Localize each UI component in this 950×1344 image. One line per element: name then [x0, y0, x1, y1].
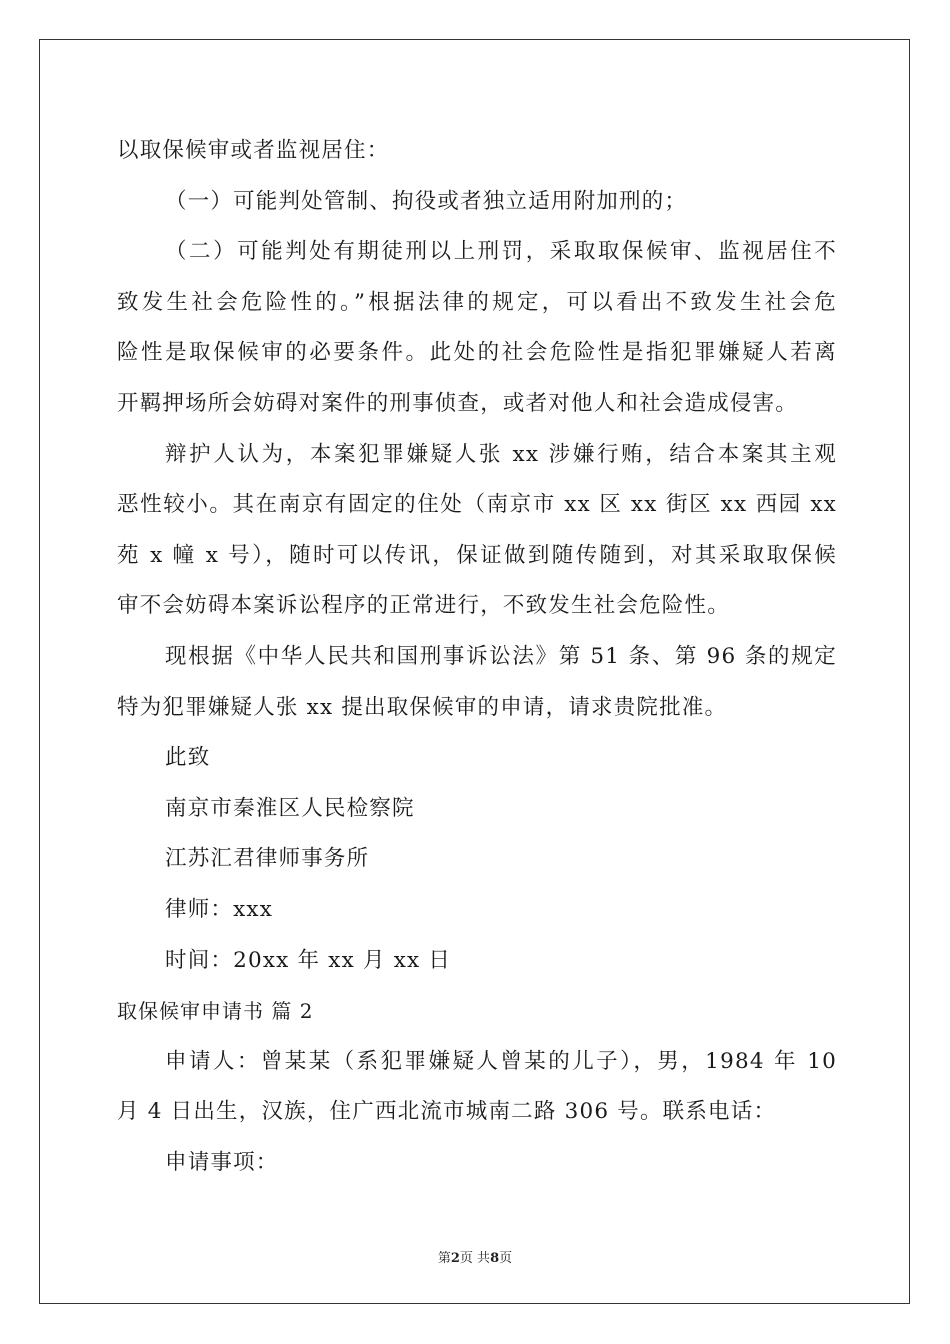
paragraph-line: 审不会妨碍本案诉讼程序的正常进行，不致发生社会危险性。 [117, 593, 730, 619]
law-firm: 江苏汇君律师事务所 [165, 846, 370, 872]
paragraph-line: （一）可能判处管制、拘役或者独立适用附加刑的； [165, 188, 688, 214]
paragraph-line: 辩护人认为，本案犯罪嫌疑人张 xx 涉嫌行贿，结合本案其主观 [165, 441, 837, 467]
footer-prefix: 第 [437, 1251, 451, 1266]
paragraph-line: 恶性较小。其在南京有固定的住处（南京市 xx 区 xx 街区 xx 西园 xx [117, 492, 837, 518]
paragraph-line: 开羁押场所会妨碍对案件的刑事侦查，或者对他人和社会造成侵害。 [117, 390, 799, 416]
section-heading: 取保候审申请书 篇 2 [117, 999, 314, 1024]
total-page-number: 8 [490, 1251, 500, 1266]
current-page-number: 2 [450, 1251, 460, 1266]
page-footer [0, 1247, 950, 1266]
paragraph-line: 申请事项： [165, 1149, 279, 1175]
lawyer-name: 律师：xxx [165, 896, 274, 922]
footer-suffix: 页 [499, 1251, 513, 1266]
footer-mid: 页 共 [459, 1251, 491, 1266]
paragraph-line: （二）可能判处有期徒刑以上刑罚，采取取保候审、监视居住不 [165, 239, 837, 265]
paragraph-line: 申请人：曾某某（系犯罪嫌疑人曾某的儿子），男，1984 年 10 [165, 1048, 837, 1074]
document-body [117, 126, 837, 1188]
date-line: 时间：20xx 年 xx 月 xx 日 [165, 947, 452, 973]
paragraph-line: 现根据《中华人民共和国刑事诉讼法》第 51 条、第 96 条的规定 [165, 643, 837, 669]
paragraph-line: 致发生社会危险性的。”根据法律的规定，可以看出不致发生社会危 [117, 289, 837, 315]
paragraph-line: 月 4 日出生，汉族，住广西北流市城南二路 306 号。联系电话： [117, 1099, 777, 1125]
salutation: 此致 [165, 745, 211, 771]
recipient: 南京市秦淮区人民检察院 [165, 795, 415, 821]
paragraph-line: 以取保候审或者监视居住： [117, 138, 390, 163]
paragraph-line: 特为犯罪嫌疑人张 xx 提出取保候审的申请，请求贵院批准。 [117, 694, 728, 720]
paragraph-line: 险性是取保候审的必要条件。此处的社会危险性是指犯罪嫌疑人若离 [117, 340, 837, 366]
paragraph-line: 苑 x 幢 x 号），随时可以传讯，保证做到随传随到，对其采取取保候 [117, 542, 837, 568]
